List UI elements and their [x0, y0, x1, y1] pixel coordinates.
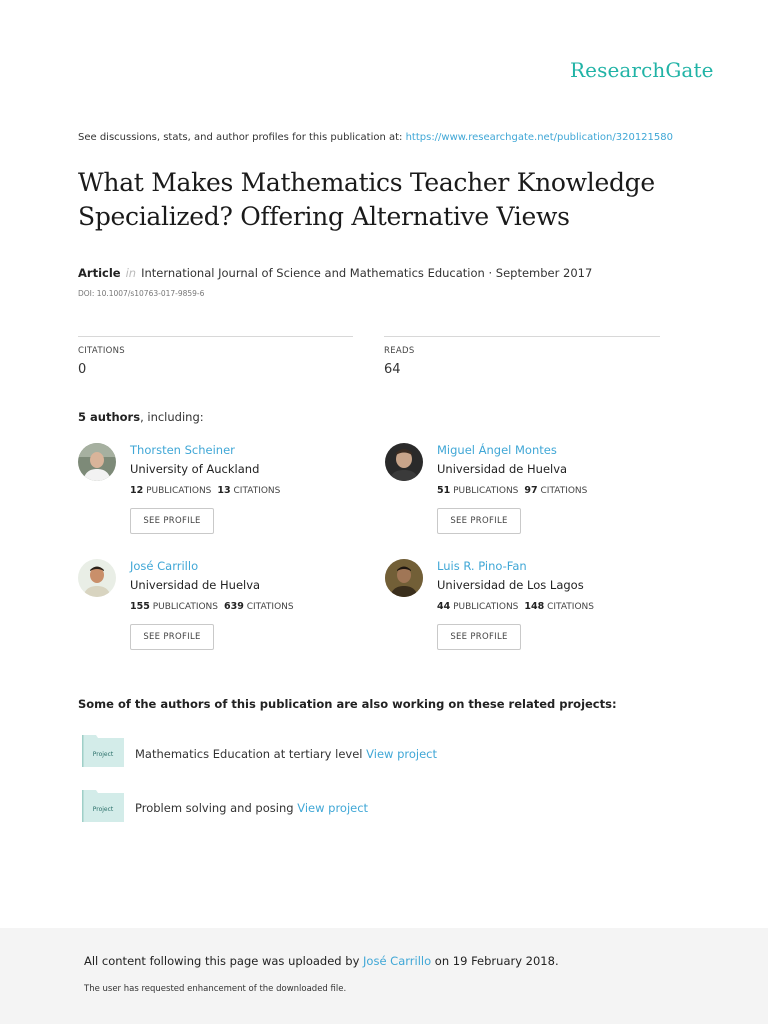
author-name-link[interactable]: Thorsten Scheiner	[130, 443, 235, 457]
author-institution: Universidad de Huelva	[130, 578, 261, 592]
avatar[interactable]	[385, 559, 423, 597]
upload-prefix: All content following this page was uploaded by	[84, 954, 364, 968]
author-name-link[interactable]: Luis R. Pino-Fan	[437, 559, 527, 573]
uploader-link[interactable]: José Carrillo	[363, 954, 432, 968]
citations-count: 13	[217, 485, 231, 496]
project-item	[135, 801, 368, 815]
project-title: Problem solving and posing	[135, 801, 294, 815]
citations-label: CITATIONS	[78, 346, 125, 356]
project-folder-icon	[82, 735, 124, 767]
doi-text: DOI: 10.1007/s10763-017-9859-6	[78, 289, 205, 298]
publications-count: 51	[437, 485, 451, 496]
see-profile-button[interactable]: SEE PROFILE	[437, 624, 521, 650]
enhancement-note: The user has requested enhancement of the downloaded file.	[84, 984, 347, 994]
upload-suffix: on 19 February 2018.	[431, 954, 559, 968]
author-card	[385, 559, 685, 669]
reads-divider	[384, 336, 660, 337]
author-stats	[130, 485, 280, 496]
author-name-link[interactable]: Miguel Ángel Montes	[437, 443, 557, 457]
citations-label: CITATIONS	[246, 602, 294, 612]
title-line-2: Specialized? Offering Alternative Views	[78, 202, 570, 231]
discussion-text: See discussions, stats, and author profiles for this publication at:	[78, 132, 406, 143]
citations-value: 0	[78, 362, 87, 377]
view-project-link[interactable]: View project	[366, 747, 437, 761]
page-title	[78, 166, 718, 234]
citations-count: 97	[524, 485, 538, 496]
see-profile-button[interactable]: SEE PROFILE	[437, 508, 521, 534]
footer-panel	[0, 928, 768, 1024]
publications-label: PUBLICATIONS	[146, 486, 212, 496]
project-title: Mathematics Education at tertiary level	[135, 747, 363, 761]
authors-including: , including:	[140, 410, 204, 424]
publications-count: 155	[130, 601, 150, 612]
see-profile-button[interactable]: SEE PROFILE	[130, 624, 214, 650]
avatar[interactable]	[78, 443, 116, 481]
title-line-1: What Makes Mathematics Teacher Knowledge	[78, 168, 655, 197]
citations-label: CITATIONS	[540, 486, 588, 496]
publication-meta	[78, 266, 592, 280]
author-institution: University of Auckland	[130, 462, 260, 476]
authors-count: 5 authors	[78, 410, 141, 424]
publications-label: PUBLICATIONS	[453, 486, 519, 496]
see-profile-button[interactable]: SEE PROFILE	[130, 508, 214, 534]
author-stats	[437, 485, 587, 496]
project-icon-label: Project	[92, 806, 114, 813]
avatar[interactable]	[385, 443, 423, 481]
authors-heading	[78, 410, 204, 424]
publication-venue: International Journal of Science and Mathematics Education · September 2017	[141, 266, 593, 280]
author-stats	[130, 601, 294, 612]
projects-heading: Some of the authors of this publication are also working on these related projects:	[78, 697, 617, 711]
avatar[interactable]	[78, 559, 116, 597]
author-card	[78, 443, 378, 553]
publications-label: PUBLICATIONS	[152, 602, 218, 612]
publication-url-link[interactable]: https://www.researchgate.net/publication/320121580	[405, 132, 673, 143]
author-institution: Universidad de Los Lagos	[437, 578, 584, 592]
publication-type: Article	[78, 266, 121, 280]
project-icon-label: Project	[92, 751, 114, 758]
citations-count: 639	[224, 601, 244, 612]
researchgate-logo[interactable]: ResearchGate	[570, 58, 714, 82]
citations-divider	[78, 336, 353, 337]
project-item	[135, 747, 437, 761]
in-label: in	[125, 266, 137, 280]
reads-value: 64	[384, 362, 401, 377]
author-stats	[437, 601, 594, 612]
publications-label: PUBLICATIONS	[453, 602, 519, 612]
citations-label: CITATIONS	[547, 602, 594, 612]
publications-count: 12	[130, 485, 144, 496]
author-institution: Universidad de Huelva	[437, 462, 568, 476]
upload-info	[84, 954, 559, 968]
author-name-link[interactable]: José Carrillo	[130, 559, 199, 573]
citations-count: 148	[524, 601, 545, 612]
reads-label: READS	[384, 346, 415, 356]
discussion-line	[78, 132, 673, 143]
author-card	[78, 559, 378, 669]
view-project-link[interactable]: View project	[297, 801, 369, 815]
citations-label: CITATIONS	[233, 486, 281, 496]
publications-count: 44	[437, 601, 451, 612]
author-card	[385, 443, 685, 553]
project-folder-icon	[82, 790, 124, 822]
